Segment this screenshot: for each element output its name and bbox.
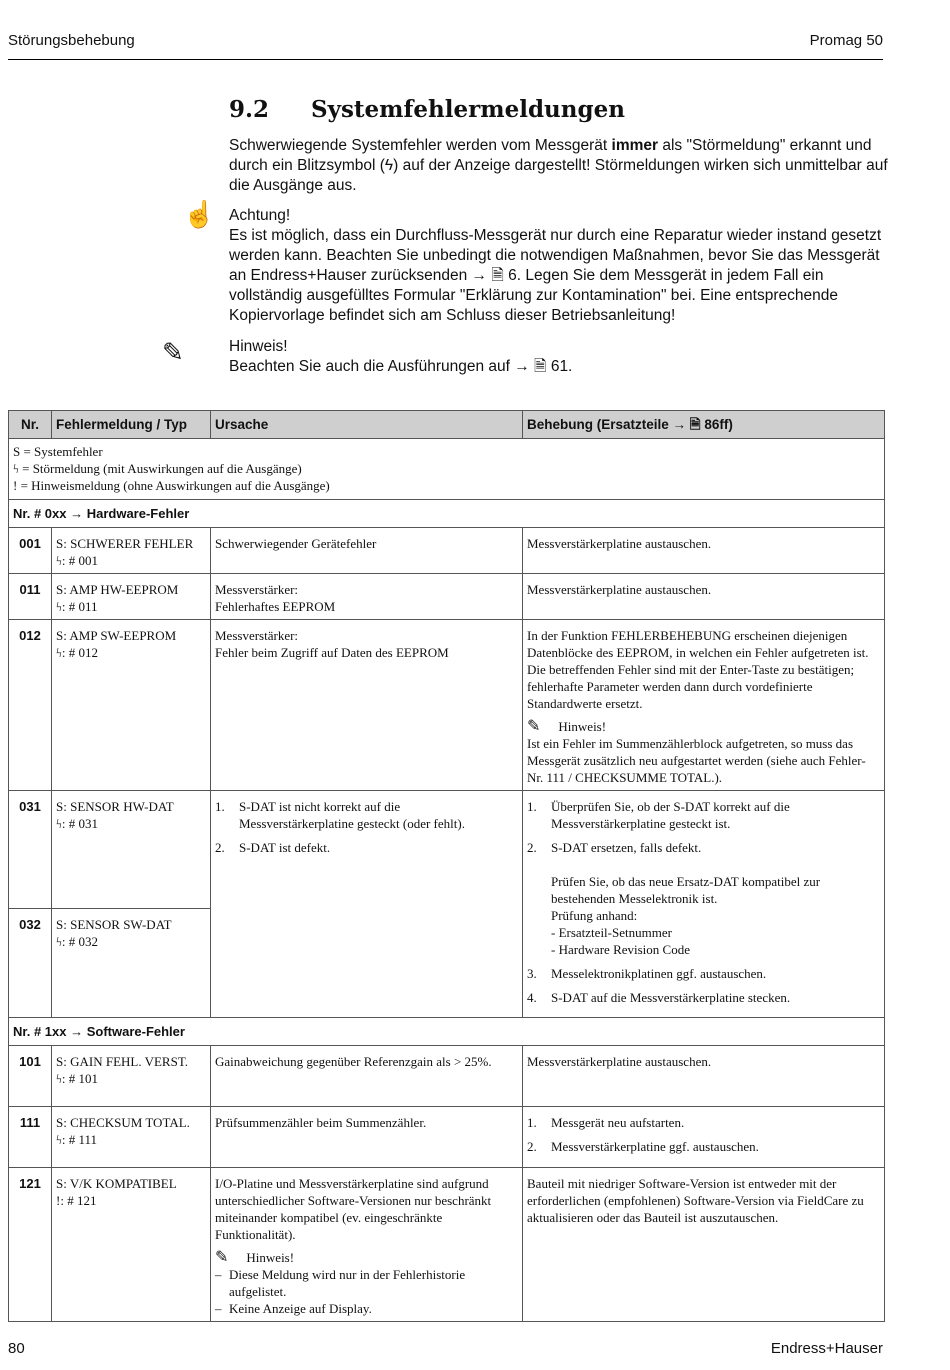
list-item: 3. Messelektronikplatinen ggf. austauschen. [527, 966, 767, 981]
cause-text: I/O-Platine und Messverstärkerplatine sind aufgrund unterschiedlicher Software-Versionen nur beschränkt miteinander kompatibel (ev. eingeschränkte Funktionalität). [215, 1176, 492, 1242]
error-cause [211, 1168, 523, 1322]
legend-row [9, 439, 885, 500]
message-code: S: GAIN FEHL. VERST. [56, 1054, 189, 1069]
detail-line: Prüfung anhand: [551, 908, 638, 923]
error-message [52, 791, 211, 909]
header-rule [8, 59, 883, 60]
message-type: ϟ: # 032 [56, 933, 98, 949]
section-number: 9.2 [229, 96, 270, 123]
table-row [9, 1107, 885, 1168]
section-hardware: Nr. # 0xx → Hardware-Fehler [9, 500, 885, 528]
message-code: S: AMP SW-EEPROM [56, 628, 177, 643]
error-cause: Schwerwiegender Gerätefehler [211, 528, 523, 574]
section-row [9, 1018, 885, 1046]
note-heading: Hinweis! [246, 1250, 295, 1265]
remedy-list [527, 798, 880, 1006]
list-item-text: S-DAT ersetzen, falls defekt. [551, 840, 702, 855]
running-header-product: Promag 50 [809, 32, 883, 49]
note-text: Beachten Sie auch die Ausführungen auf → 🗎 61. [229, 358, 573, 375]
list-item: 2. S-DAT ist defekt. [215, 840, 331, 855]
pointing-hand-icon: ☝ [183, 199, 216, 229]
error-message [52, 908, 211, 1017]
note-item: – Keine Anzeige auf Display. [215, 1301, 372, 1316]
cause-line: Fehlerhaftes EEPROM [215, 599, 336, 614]
section-row [9, 500, 885, 528]
caution-text: Es ist möglich, dass ein Durchfluss-Messgerät nur durch eine Reparatur wieder instand gesetzt werden kann. Beachten Sie unbedingt die notwendigen Maßnahmen, bevor Sie das Messgerät an Endress+Hauser zurücksenden → 🗎 6. Legen Sie dem Messgerät in jedem Fall ein vollständig ausgefülltes Formular "Erklärung zur Kontamination" bei. Eine entsprechende Kopiervorlage befindet sich am Schluss dieser Betriebsanleitung! [229, 227, 882, 324]
message-code: S: CHECKSUM TOTAL. [56, 1115, 190, 1130]
remedy-text: In der Funktion FEHLERBEHEBUNG erscheinen diejenigen Datenblöcke des EEPROM, in welchen ein Fehler aufgetreten ist. Die betreffenden Fehler sind mit der Enter-Taste zu bestätigen; fehlerhafte Parameter werden dann durch vordefinierte Standardwerte ersetzt. [527, 628, 869, 711]
note-item-text: Diese Meldung wird nur in der Fehlerhistorie aufgelistet. [229, 1267, 466, 1299]
error-remedy [523, 620, 885, 791]
error-message [52, 528, 211, 574]
footer-brand: Endress+Hauser [770, 1340, 883, 1357]
table-row [9, 1046, 885, 1107]
message-type: ϟ: # 031 [56, 816, 98, 831]
pencil-icon: ✎ [215, 1249, 229, 1266]
list-item-text: Überprüfen Sie, ob der S-DAT korrekt auf die Messverstärkerplatine gesteckt ist. [551, 799, 790, 831]
message-code: S: SENSOR HW-DAT [56, 799, 174, 814]
error-remedy: Messverstärkerplatine austauschen. [523, 528, 885, 574]
pencil-icon: ✎ [527, 718, 541, 735]
note-block [229, 337, 889, 377]
cause-line: Messverstärker: [215, 628, 299, 643]
table-header-row [9, 411, 885, 439]
col-header-cause: Ursache [211, 411, 523, 439]
error-number: 121 [9, 1168, 52, 1322]
note-heading: Hinweis! [229, 338, 288, 355]
running-header-chapter: Störungsbehebung [8, 32, 135, 49]
list-item: 1. S-DAT ist nicht korrekt auf die Messverstärkerplatine gesteckt (oder fehlt). [215, 799, 465, 831]
error-number: 012 [9, 620, 52, 791]
legend-line: ! = Hinweismeldung (ohne Auswirkungen auf die Ausgänge) [13, 478, 330, 493]
cause-list [215, 798, 518, 856]
error-number: 031 [9, 791, 52, 909]
error-cause: Prüfsummenzähler beim Summenzähler. [211, 1107, 523, 1168]
section-heading [229, 96, 625, 123]
table-row [9, 528, 885, 574]
error-message [52, 620, 211, 791]
list-item: 2. S-DAT ersetzen, falls defekt. Prüfen Sie, ob das neue Ersatz-DAT kompatibel zur bestehenden Messelektronik ist. Prüfung anhand: - Ersatzteil-Setnummer - Hardware Revision Code [527, 839, 880, 958]
error-remedy: Bauteil mit niedriger Software-Version ist entweder mit der erforderlichen (empfohlenen) Software-Version via FieldCare zu aktualisieren oder das Bauteil ist auszutauschen. [523, 1168, 885, 1322]
error-table [8, 410, 885, 1322]
note-heading: Hinweis! [558, 719, 607, 734]
message-code: S: AMP HW-EEPROM [56, 582, 179, 597]
remedy-list [527, 1114, 880, 1155]
intro-text: Schwerwiegende Systemfehler werden vom Messgerät [229, 137, 612, 154]
remedy-note-text: Ist ein Fehler im Summenzählerblock aufgetreten, so muss das Messgerät zusätzlich neu aufgestartet werden (siehe auch Fehler-Nr. 111 / CHECKSUMME TOTAL.). [527, 736, 866, 785]
error-number: 111 [9, 1107, 52, 1168]
intro-paragraph [229, 136, 889, 196]
table-row [9, 620, 885, 791]
cause-note [215, 1249, 518, 1266]
note-item: – Diese Meldung wird nur in der Fehlerhistorie aufgelistet. [215, 1267, 466, 1299]
error-cause [211, 620, 523, 791]
detail-line: - Ersatzteil-Setnummer [551, 925, 672, 940]
cause-line: Messverstärker: [215, 582, 299, 597]
table-row [9, 1168, 885, 1322]
table-row [9, 574, 885, 620]
list-item-text: Messverstärkerplatine ggf. austauschen. [551, 1139, 759, 1154]
caution-block [229, 206, 889, 326]
error-message [52, 574, 211, 620]
section-title: Systemfehlermeldungen [311, 96, 625, 123]
message-code: S: SCHWERER FEHLER [56, 536, 194, 551]
message-code: S: SENSOR SW-DAT [56, 916, 172, 932]
col-header-remedy: Behebung (Ersatzteile → 🗎 86ff) [523, 411, 885, 439]
col-header-nr: Nr. [9, 411, 52, 439]
error-cause: Gainabweichung gegenüber Referenzgain als > 25%. [211, 1046, 523, 1107]
list-item: 1. Überprüfen Sie, ob der S-DAT korrekt auf die Messverstärkerplatine gesteckt ist. [527, 799, 790, 831]
message-type: ϟ: # 001 [56, 553, 98, 568]
error-number: 001 [9, 528, 52, 574]
message-type: !: # 121 [56, 1193, 97, 1208]
col-header-message: Fehlermeldung / Typ [52, 411, 211, 439]
list-item-text: S-DAT auf die Messverstärkerplatine stecken. [551, 990, 791, 1005]
pencil-icon: ✎ [162, 337, 184, 367]
error-message [52, 1168, 211, 1322]
section-software: Nr. # 1xx → Software-Fehler [9, 1018, 885, 1046]
list-item-text: S-DAT ist defekt. [239, 840, 331, 855]
error-cause [211, 791, 523, 1018]
list-item-text: Messgerät neu aufstarten. [551, 1115, 685, 1130]
detail-line: - Hardware Revision Code [551, 942, 690, 957]
error-number: 011 [9, 574, 52, 620]
error-number: 032 [9, 908, 52, 1017]
cause-line: Fehler beim Zugriff auf Daten des EEPROM [215, 645, 449, 660]
legend-line: ϟ = Störmeldung (mit Auswirkungen auf die Ausgänge) [13, 461, 302, 476]
message-type: ϟ: # 012 [56, 645, 98, 660]
intro-text-cont: als "Störmeldung" erkannt und durch ein Blitzsymbol (ϟ) auf der Anzeige dargestellt! Störmeldungen wirken sich unmittelbar auf die Ausgänge aus. [229, 137, 888, 194]
message-type: ϟ: # 101 [56, 1071, 98, 1086]
error-remedy [523, 791, 885, 1018]
list-item: 2. Messverstärkerplatine ggf. austauschen. [527, 1139, 759, 1154]
page-number: 80 [8, 1340, 25, 1357]
error-remedy: Messverstärkerplatine austauschen. [523, 1046, 885, 1107]
remedy-note [527, 718, 880, 735]
error-message [52, 1046, 211, 1107]
error-message [52, 1107, 211, 1168]
error-number: 101 [9, 1046, 52, 1107]
list-item: 4. S-DAT auf die Messverstärkerplatine stecken. [527, 990, 791, 1005]
remedy-detail [551, 873, 880, 958]
error-remedy [523, 1107, 885, 1168]
message-type: ϟ: # 011 [56, 599, 98, 614]
intro-bold: immer [611, 137, 659, 154]
message-type: ϟ: # 111 [56, 1132, 98, 1147]
list-item-text: Messelektronikplatinen ggf. austauschen. [551, 966, 767, 981]
legend-line: S = Systemfehler [13, 444, 103, 459]
message-code: S: V/K KOMPATIBEL [56, 1176, 177, 1191]
list-item-text: S-DAT ist nicht korrekt auf die Messverstärkerplatine gesteckt (oder fehlt). [239, 799, 465, 831]
list-item: 1. Messgerät neu aufstarten. [527, 1115, 685, 1130]
error-remedy: Messverstärkerplatine austauschen. [523, 574, 885, 620]
table-row [9, 791, 885, 909]
legend-cell [9, 439, 885, 500]
error-cause [211, 574, 523, 620]
note-item-text: Keine Anzeige auf Display. [229, 1301, 372, 1316]
detail-line: Prüfen Sie, ob das neue Ersatz-DAT kompatibel zur bestehenden Messelektronik ist. [551, 874, 821, 906]
caution-heading: Achtung! [229, 207, 291, 224]
